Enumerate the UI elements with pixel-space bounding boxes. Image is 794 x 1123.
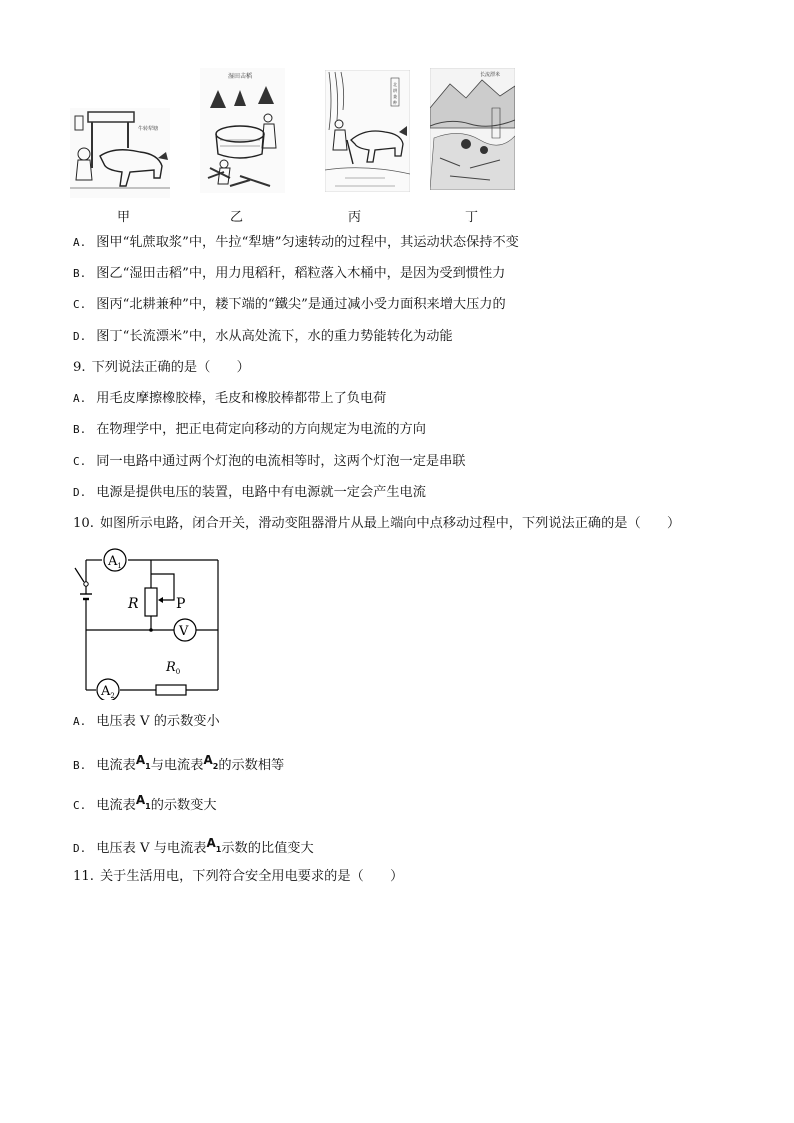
figure-jia [70,108,170,198]
svg-text:北: 北 [393,82,397,87]
figure-label-bing: 丙 [348,210,363,225]
q9-option-c[interactable] [73,452,466,472]
a1-letter: A [108,554,118,569]
figure-yi [200,68,285,193]
q8-option-c[interactable] [73,295,506,315]
ammeter-a1-main: A [206,836,216,850]
option-text: 图乙“湿田击稻”中，用力甩稻秆，稻粒落入木桶中，是因为受到惯性力 [96,266,506,281]
svg-text:长流漂米: 长流漂米 [480,72,501,78]
option-text: 电源是提供电压的装置，电路中有电源就一定会产生电流 [96,485,426,500]
figure-label-yi: 乙 [230,210,245,225]
option-letter: C. [73,298,87,311]
r0-subscript: 0 [175,668,181,676]
option-text: 电压表 V 的示数变小 [96,714,220,729]
r0-label [165,660,180,676]
a2-subscript: 2 [110,692,115,700]
option-letter: B. [73,759,87,772]
ammeter-a1-sub: 1 [145,762,151,772]
ammeter-a1-sub: 1 [145,802,151,812]
q10-option-c[interactable] [73,795,217,820]
a2-letter: A [101,684,111,699]
figure-label-jia: 甲 [117,210,132,225]
ammeter-a1-main: A [135,793,146,807]
option-letter: A. [73,392,87,405]
question-number: 11. [73,869,94,884]
ammeter-a1-symbol [206,836,222,855]
question-text: 如图所示电路，闭合开关，滑动变阻器滑片从最上端向中点移动过程中，下列说法正确的是（ ） [99,516,681,531]
option-letter: D. [73,486,87,499]
figure-row [70,68,520,228]
option-text: 电流表 [96,798,136,813]
q10-option-a[interactable] [73,712,220,732]
q10-stem [73,514,680,534]
option-letter: D. [73,842,87,855]
option-text: 图丁“长流漂米”中，水从高处流下，水的重力势能转化为动能 [96,329,453,344]
ammeter-a1-symbol [135,793,151,812]
ammeter-a2-main: A [203,753,213,767]
p-label: P [176,596,186,612]
option-text: 电压表 V 与电流表 [96,841,207,856]
ammeter-a1-sub: 1 [215,845,222,855]
svg-text:耕: 耕 [393,88,397,93]
option-letter: D. [73,330,87,343]
q10-option-b[interactable] [73,755,284,780]
figure-ding [430,68,515,190]
resistor-r0 [156,685,186,695]
option-text: 图甲“轧蔗取浆”中，牛拉“犁塘”匀速转动的过程中，其运动状态保持不变 [96,235,519,250]
svg-text:种: 种 [393,100,397,105]
question-text: 下列说法正确的是（ ） [91,360,250,375]
svg-text:兼: 兼 [393,94,397,99]
ammeter-a2-sub: 2 [212,762,219,772]
rheostat [145,588,157,616]
q11-stem [73,867,403,887]
q9-stem [73,358,250,378]
option-letter: A. [73,715,87,728]
option-letter: C. [73,455,87,468]
option-letter: C. [73,799,87,812]
r0-letter: R [166,660,176,675]
option-letter: B. [73,267,87,280]
svg-text:湿田击稻: 湿田击稻 [228,73,253,80]
q9-option-a[interactable] [73,389,386,409]
ammeter-a1-symbol [135,753,151,772]
option-letter: B. [73,423,87,436]
circuit-diagram [70,540,230,704]
q8-option-b[interactable] [73,264,505,284]
q8-option-d[interactable] [73,327,453,347]
option-letter: A. [73,236,87,249]
option-text: 用毛皮摩擦橡胶棒，毛皮和橡胶棒都带上了负电荷 [96,391,387,406]
option-text: 图丙“北耕兼种”中，耧下端的“鐵尖”是通过减小受力面积来增大压力的 [96,297,506,312]
svg-text:牛转犁塘: 牛转犁塘 [138,126,159,132]
option-text: 在物理学中，把正电荷定向移动的方向规定为电流的方向 [96,422,426,437]
option-text: 同一电路中通过两个灯泡的电流相等时，这两个灯泡一定是串联 [96,454,466,469]
a1-subscript: 1 [117,562,122,570]
v-label: V [179,624,189,639]
option-text: 的示数相等 [218,758,285,773]
question-number: 10. [73,516,94,531]
question-number: 9. [73,360,86,375]
option-text: 示数的比值变大 [221,841,314,856]
ammeter-a2-symbol [203,753,219,772]
figure-label-ding: 丁 [465,210,480,225]
option-text: 与电流表 [150,758,204,773]
r-label: R [128,596,139,612]
figure-bing [325,70,410,192]
ammeter-a1-main: A [135,753,146,767]
option-text: 电流表 [96,758,136,773]
q8-option-a[interactable] [73,233,519,253]
q9-option-b[interactable] [73,420,426,440]
q9-option-d[interactable] [73,483,426,503]
q10-option-d[interactable] [73,838,314,863]
question-text: 关于生活用电，下列符合安全用电要求的是（ ） [99,869,404,884]
option-text: 的示数变大 [150,798,217,813]
